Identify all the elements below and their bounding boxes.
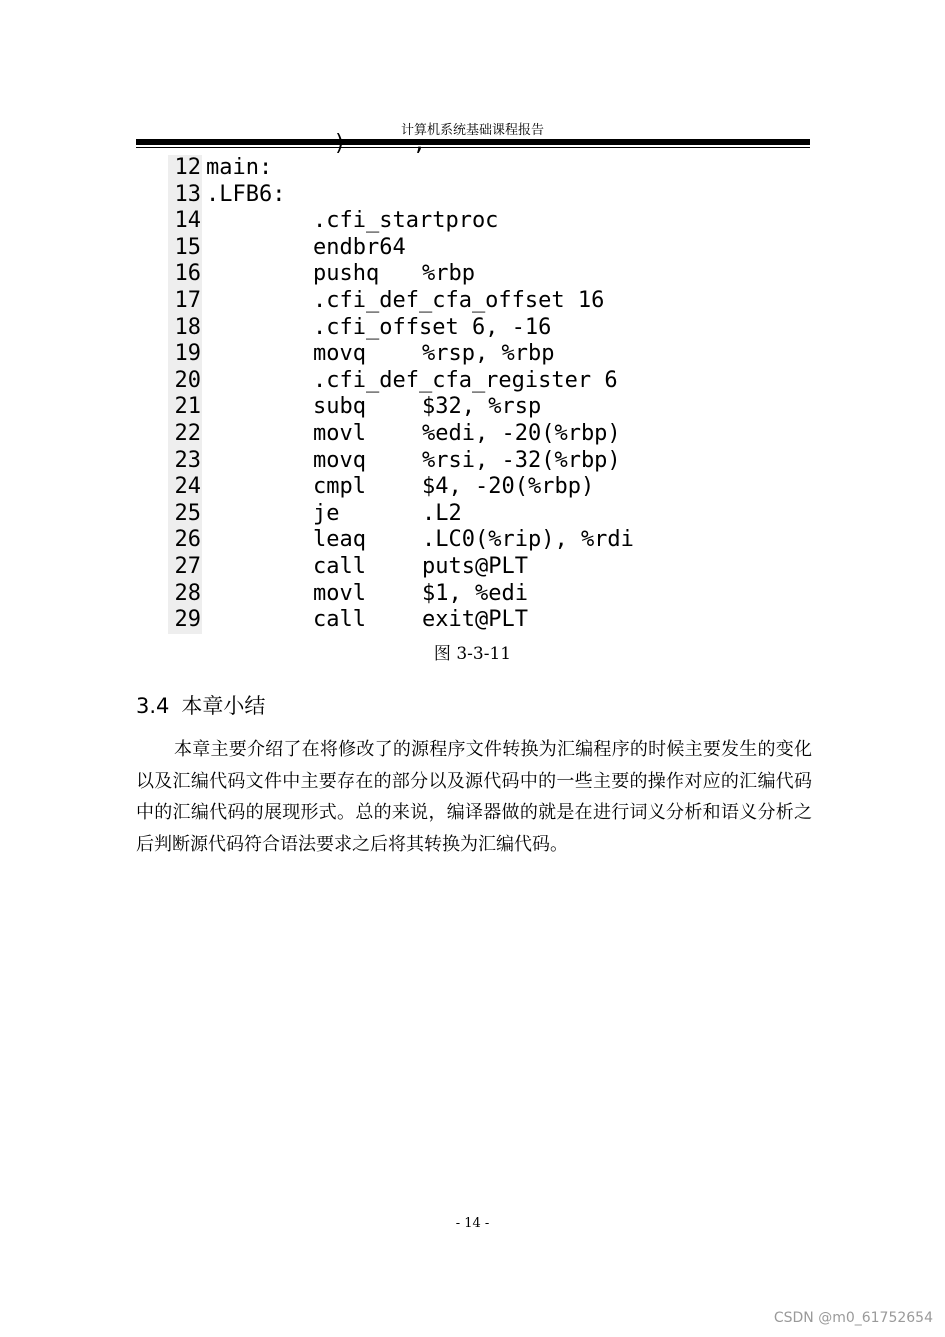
watermark: CSDN @m0_61752654 xyxy=(773,1310,933,1326)
code-label: .LFB6: xyxy=(206,181,286,207)
line-number: 21 xyxy=(168,394,202,421)
code-instruction: pushq xyxy=(313,261,380,287)
code-line xyxy=(168,448,648,475)
line-number: 17 xyxy=(168,288,202,315)
code-label: main: xyxy=(206,155,273,180)
figure-caption: 图 3-3-11 xyxy=(433,644,512,664)
line-number: 19 xyxy=(168,341,202,368)
code-line xyxy=(168,368,648,395)
line-number: 25 xyxy=(168,501,202,528)
line-number: 18 xyxy=(168,315,202,342)
code-line xyxy=(168,421,648,448)
code-line xyxy=(168,527,648,554)
code-instruction: cmpl xyxy=(313,474,366,500)
code-instruction: subq xyxy=(313,394,366,420)
line-number: 29 xyxy=(168,607,202,634)
code-instruction: call xyxy=(313,553,366,579)
code-instruction: movq xyxy=(313,341,366,367)
code-line xyxy=(168,288,648,315)
line-number: 20 xyxy=(168,368,202,395)
code-instruction: je xyxy=(313,500,340,526)
cutoff-code-text: ·) · · , xyxy=(320,131,426,156)
code-line xyxy=(168,155,648,182)
line-number: 28 xyxy=(168,581,202,608)
code-line xyxy=(168,607,648,634)
code-instruction: movl xyxy=(313,580,366,606)
line-number: 15 xyxy=(168,235,202,262)
code-operands: $32, %rsp xyxy=(422,394,542,420)
code-line xyxy=(168,341,648,368)
section-number: 3.4 xyxy=(136,694,170,718)
code-line xyxy=(168,501,648,528)
code-line xyxy=(168,182,648,209)
code-line xyxy=(168,208,648,235)
line-number: 26 xyxy=(168,527,202,554)
line-number: 24 xyxy=(168,474,202,501)
code-line xyxy=(168,474,648,501)
line-number: 12 xyxy=(168,155,202,182)
cutoff-code-line xyxy=(320,131,520,156)
code-instruction: endbr64 xyxy=(313,234,406,260)
code-instruction: .cfi_def_cfa_offset 16 xyxy=(313,287,605,313)
code-instruction: call xyxy=(313,607,366,633)
line-number: 27 xyxy=(168,554,202,581)
section-heading xyxy=(136,690,265,720)
page-number: - 14 - xyxy=(455,1216,490,1231)
code-line xyxy=(168,554,648,581)
code-line xyxy=(168,394,648,421)
code-operands: %edi, -20(%rbp) xyxy=(422,420,621,446)
code-line xyxy=(168,315,648,342)
code-instruction: .cfi_def_cfa_register 6 xyxy=(313,367,618,393)
code-operands: puts@PLT xyxy=(422,553,528,579)
code-operands: $4, -20(%rbp) xyxy=(422,474,595,500)
code-operands: %rsp, %rbp xyxy=(422,341,555,367)
code-operands: $1, %edi xyxy=(422,580,528,606)
body-paragraph: 本章主要介绍了在将修改了的源程序文件转换为汇编程序的时候主要发生的变化以及汇编代码文件中主要存在的部分以及源代码中的一些主要的操作对应的汇编代码中的汇编代码的展现形式。总的来说，编译器做的就是在进行词义分析和语义分析之后判断源代码符合语法要求之后将其转换为汇编代码。 xyxy=(136,739,812,855)
code-operands: .L2 xyxy=(422,500,462,526)
code-instruction: movq xyxy=(313,447,366,473)
line-number: 16 xyxy=(168,261,202,288)
section-title: 本章小结 xyxy=(181,694,266,718)
code-instruction: movl xyxy=(313,420,366,446)
line-number: 22 xyxy=(168,421,202,448)
code-line xyxy=(168,261,648,288)
code-listing xyxy=(168,155,648,634)
code-operands: %rsi, -32(%rbp) xyxy=(422,447,621,473)
code-operands: %rbp xyxy=(422,261,475,287)
code-instruction: leaq xyxy=(313,527,366,553)
code-instruction: .cfi_startproc xyxy=(313,208,499,234)
code-operands: .LC0(%rip), %rdi xyxy=(422,527,634,553)
line-number: 13 xyxy=(168,182,202,209)
code-line xyxy=(168,581,648,608)
code-operands: exit@PLT xyxy=(422,607,528,633)
page-header: 计算机系统基础课程报告 xyxy=(400,123,544,138)
code-line xyxy=(168,235,648,262)
line-number: 23 xyxy=(168,448,202,475)
code-instruction: .cfi_offset 6, -16 xyxy=(313,314,552,340)
line-number: 14 xyxy=(168,208,202,235)
